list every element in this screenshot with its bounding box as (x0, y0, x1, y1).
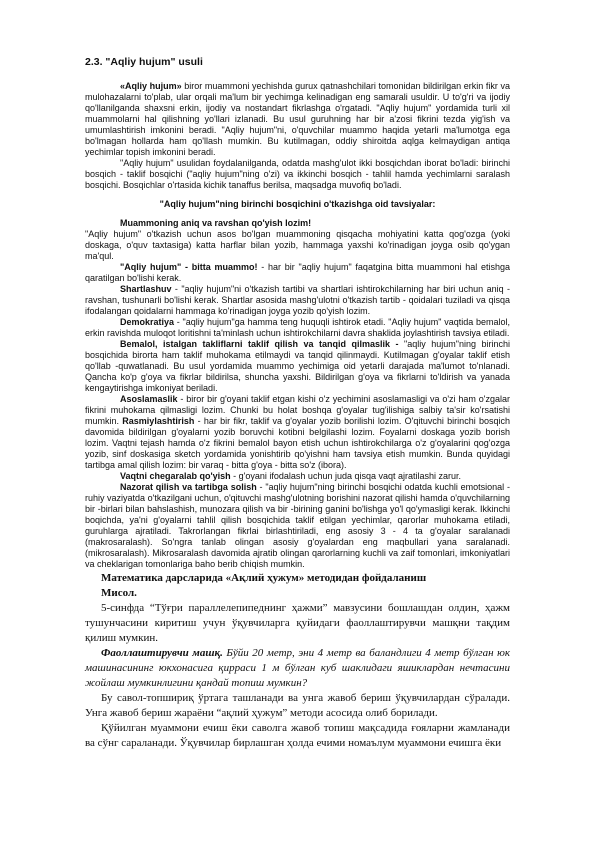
section-heading: 2.3. "Aqliy hujum" usuli (85, 56, 203, 68)
intro-paragraph-1 (85, 81, 510, 158)
rule-5 (85, 339, 510, 394)
rule-text: - g'oyani ifodalash uchun juda qisqa vaqt ajratilashi zarur. (230, 471, 462, 481)
task-label: Фаоллаштирувчи машқ. (101, 647, 223, 659)
rule-6 (85, 394, 510, 471)
rule-2 (85, 262, 510, 284)
rule-lead: Vaqtni chegaralab qo'yish (120, 471, 231, 481)
rule-lead: Demokratiya (120, 317, 175, 327)
rule-1: "Aqliy hujum" o'tkazish uchun asos bo'lgan muammoning qisqacha mohiyatini katta qog'ozga (yoki doskaga, o'quv taxtasiga) katta harflar bilan yozib, hammaga yaxshi ko'rinadigan joyga osib qo'ygan ma'qul. (85, 229, 510, 261)
intro-paragraph-2: "Aqliy hujum" usulidan foydalanilganda, odatda mashg'ulot ikki bosqichdan iborat bo'ladi: birinchi bosqich - taklif bosqichi ("aqliy hujum"ning o'zi) va ikkinchi bosqich - tahlil hamda yechimlarni saralash bosqichi. Bosqichlar o'rtasida kichik tanaffus berilsa, maqsadga muvofiq bo'ladi. (85, 158, 510, 190)
recommendations-title: "Aqliy hujum"ning birinchi bosqichini o'tkazishga oid tavsiyalar: (159, 199, 436, 209)
cyrillic-paragraph-3: Қўйилган муаммони ечиш ёки саволга жавоб топиш мақсадида ғояларни жамланади ва сўнг сараланади. Ўқувчилар бирлашган ҳолда ечими номаълум муаммони ечишга ёки (85, 722, 510, 749)
rule-lead: Shartlashuv (120, 284, 172, 294)
rule-3 (85, 284, 510, 317)
intro-text: biror muammoni yechishda gurux qatnashchilari tomonidan bildirilgan erkin fikr va mulohazalarni to'plab, ular orqali ma'lum bir yechimga kelinadigan eng samarali usuldir. U to'g'ri va ijodiy qo'llanilganda shaxsni erkin, ijodiy va nostandart fikrlashga o'rgatadi. "Aqliy hujum" yordamida turli xil muammolarni hal qilishning yo'llari izlanadi. Bu usul guruhning har bir a'zosi fikrini tezda yig'ish va umumlashtirish imkonini beradi. "Aqliy hujum"ni, o'quvchilar muammo haqida yetarli ma'lumotga ega bo'lmagan hollarda ham qo'llash mumkin. Bu kutilmagan, oddiy shiroitda aqlga kelmaydigan antiqa yechimlar topish imkonini beradi. (85, 81, 511, 157)
rule-9 (85, 482, 510, 570)
rule-lead: Nazorat qilish va tartibga solish (120, 482, 257, 492)
cyrillic-paragraph-1: 5-синфда “Тўғри параллелепипеднинг ҳажми” мавзусини бошлашдан олдин, ҳажм тушунчасини киритиш учун ўқувчиларга қуйидаги фаоллаштирувчи машқни тақдим қилиш мумкин. (85, 602, 510, 644)
rule-text: - "aqliy hujum"ga hamma teng huquqli ishtirok etadi. "Aqliy hujum" vaqtida bemalol, erkin ravishda muloqot loritishni ta'minlash uchun ishtirokchilarni davra shaklida joylashtirish tavsiya etiladi. (85, 317, 510, 338)
rule-text: - "aqliy hujum"ni o'tkazish tartibi va shartlari ishtirokchilarning har biri uchun aniq - ravshan, tushunarli bo'lishi kerak. Shartlar asosida mashg'ulotni o'tkazish tartib - qoidalari tuziladi va qisqa ifodalangan qoidalarni hammaga ko'rinadigan joyga yozib qo'yish lozim. (85, 284, 510, 316)
rule-text: "aqliy hujum"ning birinchi bosqichida birorta ham taklif muhokama etilmaydi va tanqid qilinmaydi. Kutilmagan g'oyalar taklif etish qo'llab -quwatlanadi. Bu usul yordamida muammo yechimiga oid yetarli darajada ma'lumot to'nlanadi. Qancha ko'p g'oya va fikrlar bildirilsa, shuncha yaxshi. Bildirilgan g'oya va fikrlarni to'ldirish va yanada kengaytirishga imkoniyat beriladi. (85, 339, 510, 393)
rule-lead: Asoslamaslik (120, 394, 178, 404)
rule-text: - har bir "aqliy hujum" faqatgina bitta muammoni hal etishga qaratilgan bo'lishi kerak. (85, 262, 510, 283)
task-paragraph (85, 646, 510, 691)
rule-text: - "aqliy hujum"ning birinchi bosqichi odatda kuchli emotsional - ruhiy vaziyatda o'tkazilgani uchun, o'qituvchi mashg'ulotning borishini nazorat qilishi hamda o'quvchilarning bir -birlari bilan bahslashish, munozara qilish va bir -birining ganini bo'lishga yo'l qo'ymasligi kerak. Ikkinchi boqichda, ya'ni g'oyalarni tahlil qilish bosqichida taklif etilgan yechimlar, qarorlar muhokama etiladi, guruhlarga ajratiladi. Takrorlangan fikrlai birlashtiriladi, eng asosiy 3 - 4 ta g'oyalar saralanadi (makrosaralash). So'ngra tanlab olingan asosiy g'oyalardan eng maqbullari yana saralanadi. (mikrosaralash). Mikrosaralash davomida ajratib olingan qarorlarning kuchli va zaif tomonlari, imkoniyatlari va cheklarigan tomonlariga baho berib chiqish mumkin. (85, 482, 510, 569)
intro-lead: «Aqliy hujum» (120, 81, 182, 91)
document-page (85, 56, 510, 751)
rule-8 (85, 471, 510, 482)
cyrillic-section (85, 571, 510, 751)
rule-text: - har bir fikr, taklif va g'oyalar yozib borilishi lozim. O'qituvchi birinchi bosqich davomida bildirilgan g'oyalarni yozib boruvchi kotibni belgilashi lozim. Foyalarni doskaga yozib borish lozim. Vaqtni tejash hamda o'z fikrini bemalol bayon etish uchun ishtirokchilarga o'z g'oyalarini qog'ozga yozib, sinf doskasiga sketch yordamida yonishtirib qo'yishni ham tavsiya etish mumkin. Bunda quyidagi tartibga amal qilish lozim: bir varaq - bitta g'oya - bitta so'z (ibora). (85, 416, 510, 470)
cyrillic-paragraph-2: Бу савол-топшириқ ўртага ташланади ва унга жавоб бериш ўқувчилардан сўралади. Унга жавоб бериш жараёни “ақлий ҳужум” методи асосида олиб борилади. (85, 692, 510, 719)
example-label: Мисол. (101, 587, 137, 599)
rule-lead: Bemalol, istalgan takliflarni taklif qilish va tanqid qilmaslik - (120, 339, 399, 349)
rule-0 (85, 218, 510, 229)
rule-4 (85, 317, 510, 339)
cyrillic-title: Математика дарсларида «Ақлий ҳужум» методидан фойдаланиш (101, 572, 427, 584)
rule-text: - biror bir g'oyani taklif etgan kishi o'z yechimini asoslamasligi va o'zi ham o'zgalar fikrini muhokama qilmasligi lozim. Chunki bu holat boshqa g'oyalar tug'ilishiga salbiy ta'sir ko'rsatishi mumkin. (85, 394, 510, 426)
rule-lead: Rasmiylashtirish (122, 416, 195, 426)
rule-lead: Muammoning aniq va ravshan qo'yish lozim! (120, 218, 312, 228)
task-text: Бўйи 20 метр, эни 4 метр ва баландлиги 4 метр бўлган юк машинасининг юкхонасига қирраси 1 м бўлган куб шаклидаги яшиклардан нечтасини жойлаш мумкинлигини қандай топиш мумкин? (85, 647, 510, 689)
rule-lead: "Aqliy hujum" - bitta muammo! (120, 262, 258, 272)
